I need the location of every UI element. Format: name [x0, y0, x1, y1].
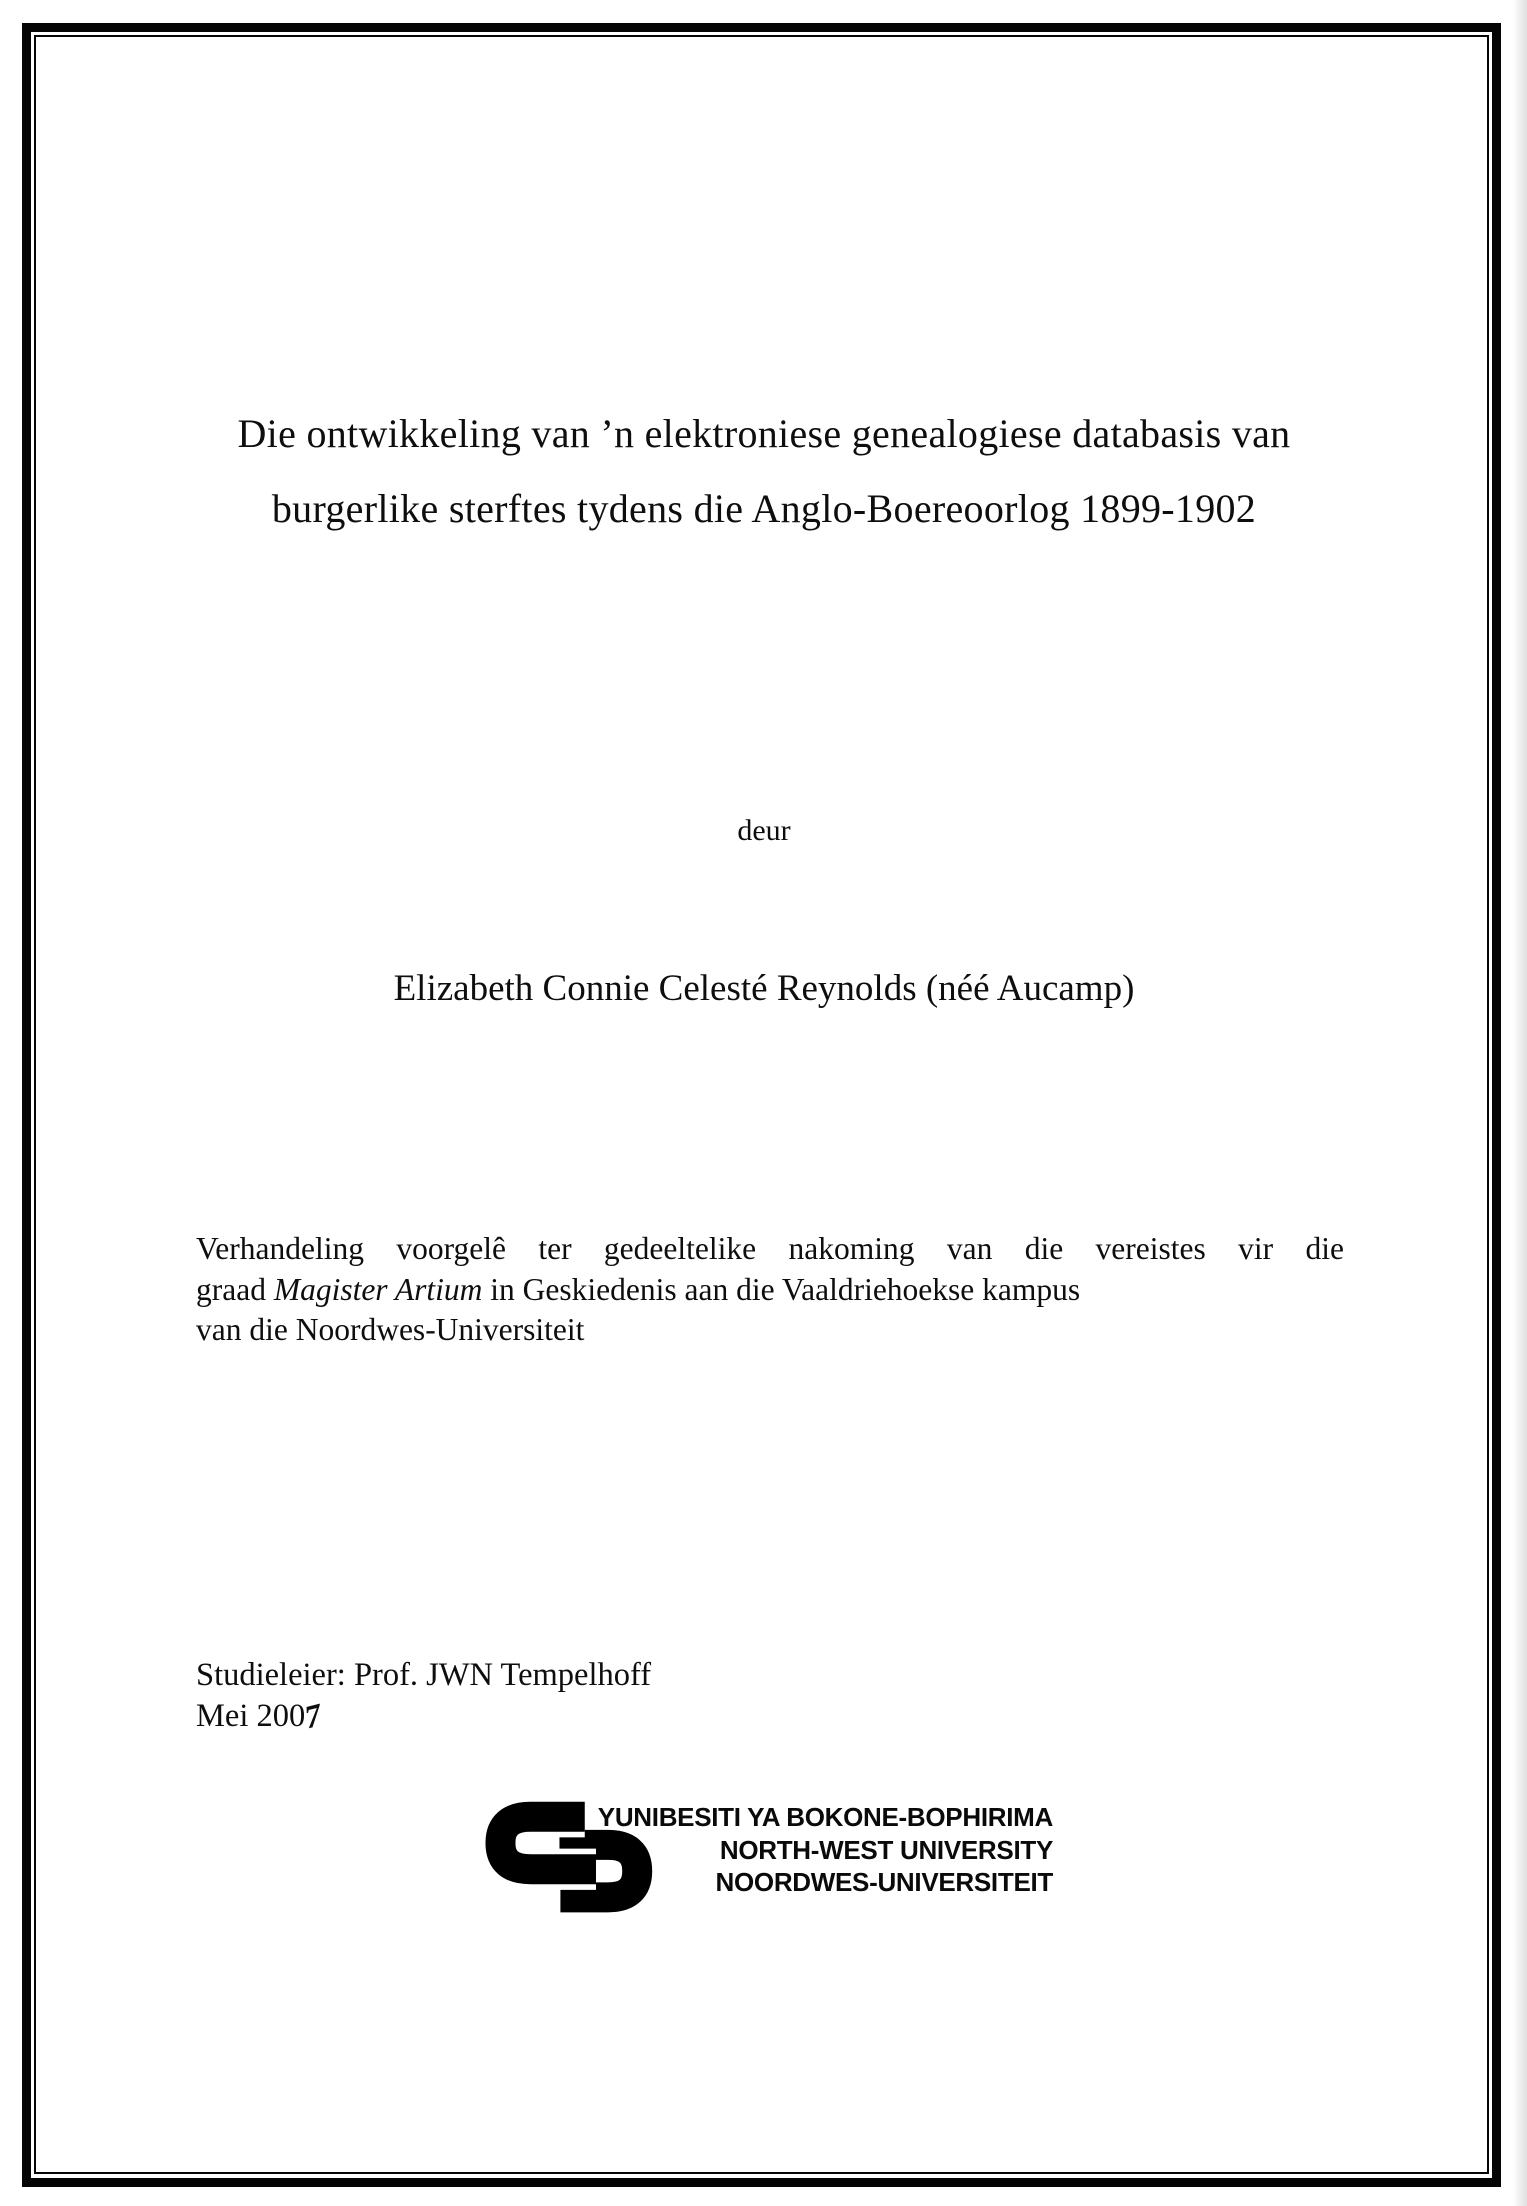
degree-statement-line2-post: in Geskiedenis aan die Vaaldriehoekse kampus	[482, 1271, 1081, 1307]
university-name-block	[590, 1801, 1053, 1899]
byline-label: deur	[737, 814, 791, 847]
thesis-title	[188, 396, 1340, 546]
author-name: Elizabeth Connie Celesté Reynolds (néé Aucamp)	[393, 968, 1135, 1009]
supervisor-block	[196, 1655, 1344, 1737]
degree-statement-line3: van die Noordwes-Universiteit	[196, 1312, 585, 1347]
university-name-afrikaans: NOORDWES-UNIVERSITEIT	[715, 1867, 1053, 1897]
supervisor-line: Studieleier: Prof. JWN Tempelhoff	[196, 1657, 652, 1693]
university-name-setswana: YUNIBESITI YA BOKONE-BOPHIRIMA	[597, 1802, 1053, 1832]
degree-statement	[196, 1229, 1344, 1351]
scan-edge-artifact	[1513, 0, 1527, 2206]
degree-name-italic: Magister Artium	[273, 1271, 483, 1307]
university-name-english: NORTH-WEST UNIVERSITY	[719, 1834, 1053, 1865]
date-line	[196, 1696, 1344, 1737]
degree-statement-line2-pre: graad	[196, 1271, 274, 1307]
degree-statement-line1: Verhandeling voorgelê ter gedeeltelike nakoming van die vereistes vir die	[196, 1231, 1344, 1266]
date-prefix: Mei 200	[196, 1698, 306, 1734]
degree-statement-line2	[196, 1270, 1344, 1311]
thesis-title-line2: burgerlike sterftes tydens die Anglo-Boereoorlog 1899-1902	[271, 486, 1257, 531]
date-last-digit: 7	[304, 1696, 322, 1738]
thesis-title-line1: Die ontwikkeling van ’n elektroniese genealogiese databasis van	[237, 411, 1291, 456]
